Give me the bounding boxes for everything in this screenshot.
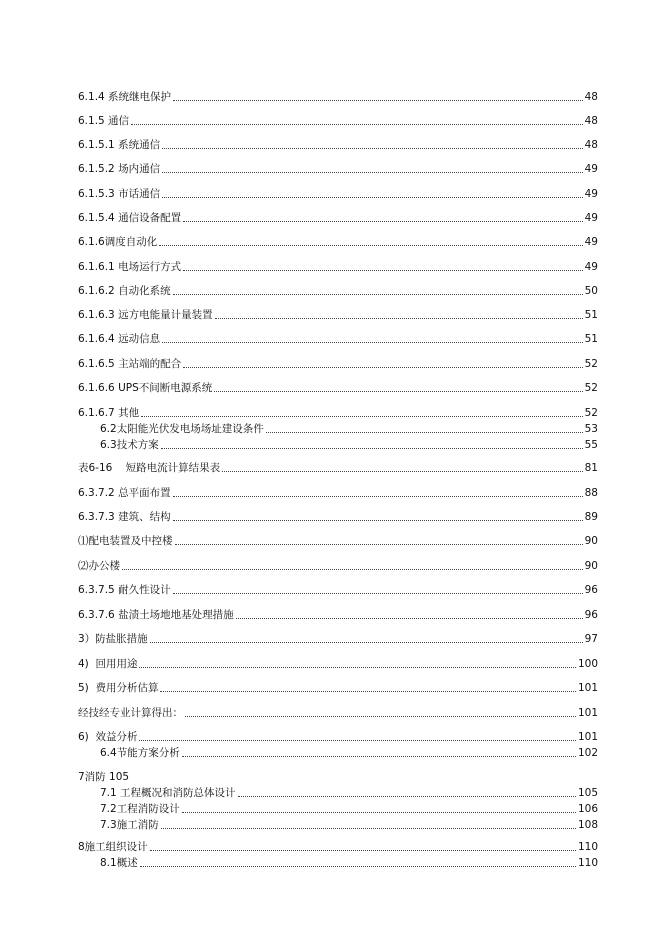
toc-leader-dots: [175, 543, 583, 545]
toc-entry[interactable]: [100, 854, 598, 870]
toc-leader-dots: [266, 431, 583, 433]
toc-entry[interactable]: [78, 88, 598, 104]
toc-page-number: 108: [577, 819, 598, 831]
toc-leader-dots: [185, 715, 576, 717]
toc-page-number: 52: [584, 407, 598, 419]
toc-page-number: 97: [584, 633, 598, 645]
toc-page-number: 51: [584, 333, 598, 345]
toc-leader-dots: [182, 755, 576, 757]
toc-entry-title: 7.3施工消防: [100, 819, 159, 831]
toc-entry[interactable]: [78, 704, 598, 720]
toc-entry[interactable]: [78, 185, 598, 201]
toc-page-number: 49: [584, 163, 598, 175]
toc-entry[interactable]: [78, 258, 598, 274]
toc-leader-dots: [122, 568, 583, 570]
toc-leader-dots: [140, 865, 576, 867]
toc-page-number: 48: [584, 139, 598, 151]
toc-entry-title: 6.1.6.4 远动信息: [78, 333, 161, 345]
toc-entry-title: 6.1.6.2 自动化系统: [78, 285, 171, 297]
toc-leader-dots: [182, 811, 576, 813]
toc-leader-dots: [183, 220, 583, 222]
toc-entry-title: 6.1.5.2 场内通信: [78, 163, 161, 175]
toc-leader-dots: [162, 196, 583, 198]
toc-page-number: 50: [584, 285, 598, 297]
toc-leader-dots: [160, 690, 576, 692]
toc-entry-title: ⑵办公楼: [78, 560, 120, 572]
toc-page-number: 81: [584, 462, 598, 474]
toc-entry[interactable]: [78, 209, 598, 225]
toc-page-number: 49: [584, 188, 598, 200]
toc-entry[interactable]: [78, 768, 598, 784]
toc-entry-title: 6.1.6.7 其他: [78, 407, 140, 419]
toc-entry[interactable]: [78, 160, 598, 176]
toc-page-number: 48: [584, 91, 598, 103]
toc-entry-title: 6.1.6.6 UPS不间断电源系统: [78, 382, 213, 394]
toc-entry[interactable]: [78, 557, 598, 573]
toc-page-number: 51: [584, 309, 598, 321]
toc-leader-dots: [173, 519, 583, 521]
toc-entry-title: 8施工组织设计: [78, 841, 148, 853]
toc-entry[interactable]: [78, 355, 598, 371]
toc-leader-dots: [139, 739, 576, 741]
toc-page-number: 101: [577, 707, 598, 719]
toc-page-number: 102: [577, 747, 598, 759]
toc-entry-title: 6.1.5.4 通信设备配置: [78, 212, 182, 224]
toc-entry[interactable]: [78, 379, 598, 395]
toc-page-number: 105: [577, 787, 598, 799]
toc-entry[interactable]: [78, 404, 598, 420]
toc-leader-dots: [238, 795, 576, 797]
toc-leader-dots: [173, 99, 583, 101]
toc-entry-title: 7.1 工程概况和消防总体设计: [100, 787, 236, 799]
toc-leader-dots: [162, 341, 583, 343]
toc-page-number: 55: [584, 439, 598, 451]
toc-leader-dots: [131, 123, 583, 125]
toc-page-number: 101: [577, 731, 598, 743]
toc-leader-dots: [222, 470, 582, 472]
toc-entry-title: 7消防 105: [78, 771, 130, 783]
toc-entry[interactable]: [100, 436, 598, 452]
toc-entry-title: 6.1.5.3 市话通信: [78, 188, 161, 200]
toc-entry-title: ⑴配电装置及中控楼: [78, 535, 173, 547]
toc-entry-title: 6.1.6.3 远方电能量计量装置: [78, 309, 213, 321]
toc-page-number: 52: [584, 358, 598, 370]
toc-leader-dots: [183, 366, 583, 368]
toc-leader-dots: [139, 666, 576, 668]
toc-entry[interactable]: [78, 630, 598, 646]
toc-entry[interactable]: [78, 532, 598, 548]
toc-entry-title: 6.3.7.3 建筑、结构: [78, 511, 171, 523]
toc-page-number: 96: [584, 584, 598, 596]
toc-entry[interactable]: [100, 816, 598, 832]
toc-page-number: 100: [577, 658, 598, 670]
toc-entry[interactable]: [78, 233, 598, 249]
toc-entry[interactable]: [100, 744, 598, 760]
toc-entry[interactable]: [78, 655, 598, 671]
toc-entry-title: 6.1.6调度自动化: [78, 236, 158, 248]
toc-entry[interactable]: [78, 330, 598, 346]
toc-leader-dots: [162, 147, 583, 149]
toc-entry-title: 6.1.5 通信: [78, 115, 130, 127]
toc-leader-dots: [150, 641, 583, 643]
toc-entry[interactable]: [78, 728, 598, 744]
toc-entry[interactable]: [100, 784, 598, 800]
toc-leader-dots: [162, 171, 583, 173]
toc-entry-title: 6.3.7.2 总平面布置: [78, 487, 171, 499]
toc-entry[interactable]: [100, 800, 598, 816]
toc-entry-title: 6.1.5.1 系统通信: [78, 139, 161, 151]
toc-entry-title: 6.1.6.5 主站端的配合: [78, 358, 182, 370]
toc-entry[interactable]: [78, 459, 598, 475]
toc-entry-title: 8.1概述: [100, 857, 138, 869]
toc-page-number: 110: [577, 857, 598, 869]
toc-page-number: 90: [584, 535, 598, 547]
toc-entry-title: 经技经专业计算得出：: [78, 707, 183, 719]
toc-entry-title: 7.2工程消防设计: [100, 803, 180, 815]
toc-entry[interactable]: [78, 306, 598, 322]
toc-leader-dots: [183, 269, 583, 271]
toc-entry-title: 6.2太阳能光伏发电场场址建设条件: [100, 423, 264, 435]
toc-leader-dots: [173, 293, 583, 295]
toc-entry-title: 3）防盐胀措施: [78, 633, 148, 645]
toc-page-number: 49: [584, 212, 598, 224]
toc-leader-dots: [173, 495, 583, 497]
toc-page-number: 53: [584, 423, 598, 435]
toc-leader-dots: [214, 390, 582, 392]
toc-entry-title: 5) 费用分析估算: [78, 682, 159, 694]
toc-entry-title: 表6-16 短路电流计算结果表: [78, 462, 221, 474]
toc-entry-title: 6.1.6.1 电场运行方式: [78, 261, 182, 273]
toc-leader-dots: [161, 827, 576, 829]
toc-leader-dots: [159, 244, 582, 246]
toc-leader-dots: [141, 415, 583, 417]
toc-entry-title: 6) 效益分析: [78, 731, 138, 743]
toc-entry-title: 6.4节能方案分析: [100, 747, 180, 759]
toc-entry[interactable]: [100, 420, 598, 436]
toc-entry-title: 6.1.4 系统继电保护: [78, 91, 172, 103]
toc-entry[interactable]: [78, 112, 598, 128]
toc-entry[interactable]: [78, 136, 598, 152]
toc-page-number: 48: [584, 115, 598, 127]
toc-entry[interactable]: [78, 838, 598, 854]
toc-leader-dots: [215, 317, 583, 319]
toc-leader-dots: [236, 617, 583, 619]
toc-page-number: 52: [584, 382, 598, 394]
toc-page-number: 101: [577, 682, 598, 694]
toc-page-number: 49: [584, 261, 598, 273]
toc-entry[interactable]: [78, 679, 598, 695]
toc-entry[interactable]: [78, 282, 598, 298]
toc-leader-dots: [150, 849, 576, 851]
toc-leader-dots: [161, 447, 583, 449]
toc-page-number: 96: [584, 609, 598, 621]
toc-entry[interactable]: [78, 484, 598, 500]
toc-page-number: 49: [584, 236, 598, 248]
toc-entry[interactable]: [78, 508, 598, 524]
toc-page-number: 106: [577, 803, 598, 815]
toc-page-number: 110: [577, 841, 598, 853]
toc-page-number: 88: [584, 487, 598, 499]
toc-page-number: 89: [584, 511, 598, 523]
toc-entry-title: 6.3技术方案: [100, 439, 159, 451]
toc-entry-title: 4) 回用用途: [78, 658, 138, 670]
toc-entry[interactable]: [78, 581, 598, 597]
toc-leader-dots: [173, 592, 583, 594]
toc-entry-title: 6.3.7.6 盐渍土场地地基处理措施: [78, 609, 234, 621]
toc-entry-title: 6.3.7.5 耐久性设计: [78, 584, 171, 596]
toc-page-number: 90: [584, 560, 598, 572]
toc-entry[interactable]: [78, 606, 598, 622]
